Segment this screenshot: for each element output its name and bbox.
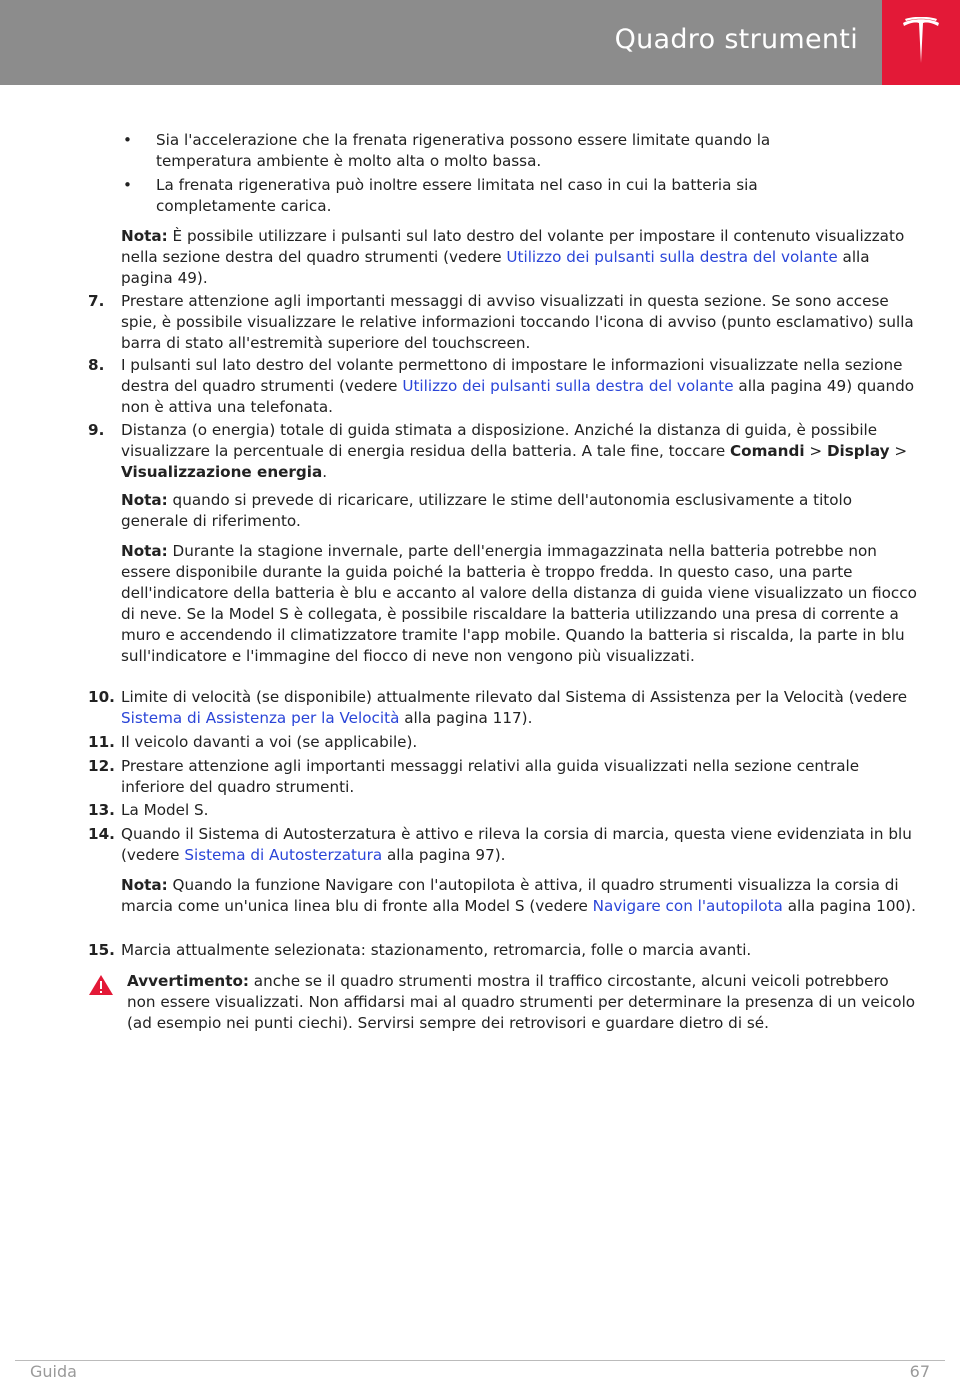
bullet-symbol: • [123,131,132,149]
note-label: Nota: [121,542,168,560]
note-label: Nota: [121,227,168,245]
menu-path-separator: > [804,442,827,460]
item-text [121,824,918,866]
list-item-10 [88,687,918,729]
list-item-11 [88,732,918,753]
footer-section: Guida [30,1362,77,1381]
note-steering-buttons [121,226,921,289]
menu-path-energy-display: Visualizzazione energia [121,463,323,481]
link-autosteer[interactable]: Sistema di Autosterzatura [184,846,383,864]
list-item-8 [88,355,918,418]
link-navigate-on-autopilot[interactable]: Navigare con l'autopilota [592,897,783,915]
note-text: È possibile utilizzare i pulsanti sul lato destro del volante per impostare il contenuto visualizzato nella sezione destra del quadro strumenti (vedere [121,227,905,266]
list-item-13 [88,800,918,821]
link-steering-buttons[interactable]: Utilizzo dei pulsanti sulla destra del volante [402,377,734,395]
item-number: 14. [88,825,115,843]
item-number: 10. [88,688,115,706]
item-number: 7. [88,292,105,310]
note-label: Nota: [121,491,168,509]
item-text-part: alla pagina 49) quando non è attiva una telefonata. [121,377,915,416]
item-number: 15. [88,941,115,959]
bullet-text: La frenata rigenerativa può inoltre essere limitata nel caso in cui la batteria sia completamente carica. [156,176,758,215]
warning-block [86,971,916,1034]
page-title: Quadro strumenti [614,24,858,55]
item-text-part: Distanza (o energia) totale di guida stimata a disposizione. Anziché la distanza di guida, è possibile visualizzare la percentuale di energia residua della batteria. A tale fine, toccare [121,421,878,460]
item-text: Marcia attualmente selezionata: stazionamento, retromarcia, folle o marcia avanti. [121,941,752,959]
footer-divider [15,1360,945,1361]
warning-text [127,971,916,1034]
item-number: 9. [88,421,105,439]
item-number: 13. [88,801,115,819]
item-number: 8. [88,356,105,374]
item-text: La Model S. [121,801,209,819]
warning-triangle-icon [88,974,114,996]
link-steering-buttons[interactable]: Utilizzo dei pulsanti sulla destra del volante [506,248,838,266]
list-item-12 [88,756,918,798]
warning-label: Avvertimento: [127,972,249,990]
item-number: 12. [88,757,115,775]
note-text: Quando la funzione Navigare con l'autopilota è attiva, il quadro strumenti visualizza la corsia di marcia come un'unica linea blu di fronte alla Model S (vedere [121,876,899,915]
item-text: Prestare attenzione agli importanti messaggi relativi alla guida visualizzati nella sezione centrale inferiore del quadro strumenti. [121,757,860,796]
note-navigate-on-autopilot [121,875,921,917]
page-number: 67 [909,1362,930,1381]
bullet-item [123,175,863,217]
brand-logo [882,0,960,85]
item-text [121,687,918,729]
item-text-part: Limite di velocità (se disponibile) attualmente rilevato dal Sistema di Assistenza per la Velocità (vedere [121,688,908,706]
bullet-text: Sia l'accelerazione che la frenata rigenerativa possono essere limitate quando la temperatura ambiente è molto alta o molto bassa. [156,131,771,170]
link-speed-assist[interactable]: Sistema di Assistenza per la Velocità [121,709,400,727]
item-text [121,355,918,418]
item-text-part: alla pagina 117). [399,709,533,727]
note-label: Nota: [121,876,168,894]
item-text-part: alla pagina 97). [382,846,506,864]
note-text: quando si prevede di ricaricare, utilizzare le stime dell'autonomia esclusivamente a titolo generale di riferimento. [121,491,853,530]
note-range-estimates [121,490,921,532]
tesla-logo-icon [901,17,941,67]
item-number: 11. [88,733,115,751]
item-text-part: I pulsanti sul lato destro del volante permettono di impostare le informazioni visualizzate nella sezione destra del quadro strumenti (vedere [121,356,903,395]
item-text: Il veicolo davanti a voi (se applicabile). [121,733,418,751]
item-text-part: . [322,463,328,481]
bullet-item [123,130,863,172]
note-text: alla pagina 49). [121,248,870,287]
list-item-15 [88,940,918,961]
bullet-symbol: • [123,176,132,194]
menu-path-controls: Comandi [730,442,805,460]
item-text: Prestare attenzione agli importanti messaggi di avviso visualizzati in questa sezione. Se sono accese spie, è possibile visualizzare le relative informazioni toccando l'icona di avviso (punto esclamativo) sulla barra di stato all'estremità superiore del touchscreen. [121,292,914,352]
note-text: Durante la stagione invernale, parte dell'energia immagazzinata nella batteria potrebbe non essere disponibile durante la guida poiché la batteria è troppo fredda. In questo caso, una parte dell'indicatore della batteria è blu e accanto al valore della distanza di guida viene visualizzato un fiocco di neve. Se la Model S è collegata, è possibile riscaldare la batteria utilizzando una presa di corrente a muro e accendendo il climatizzatore tramite l'app mobile. Quando la batteria si riscalda, la parte in blu sull'indicatore e l'immagine del fiocco di neve non vengono più visualizzati. [121,542,917,665]
item-text [121,420,918,483]
item-text-part: Quando il Sistema di Autosterzatura è attivo e rileva la corsia di marcia, questa viene evidenziata in blu (vedere [121,825,912,864]
list-item-9 [88,420,918,483]
list-item-7 [88,291,918,354]
menu-path-separator: > [889,442,908,460]
note-text: alla pagina 100). [782,897,916,915]
note-winter-battery [121,541,921,667]
warning-body: anche se il quadro strumenti mostra il traffico circostante, alcuni veicoli potrebbero non essere visualizzati. Non affidarsi mai al quadro strumenti per determinare la presenza di un veicolo (ad esempio nei punti ciechi). Servirsi sempre dei retrovisori e guardare dietro di sé. [127,972,916,1032]
page-header [0,0,960,85]
menu-path-display: Display [826,442,890,460]
list-item-14 [88,824,918,866]
